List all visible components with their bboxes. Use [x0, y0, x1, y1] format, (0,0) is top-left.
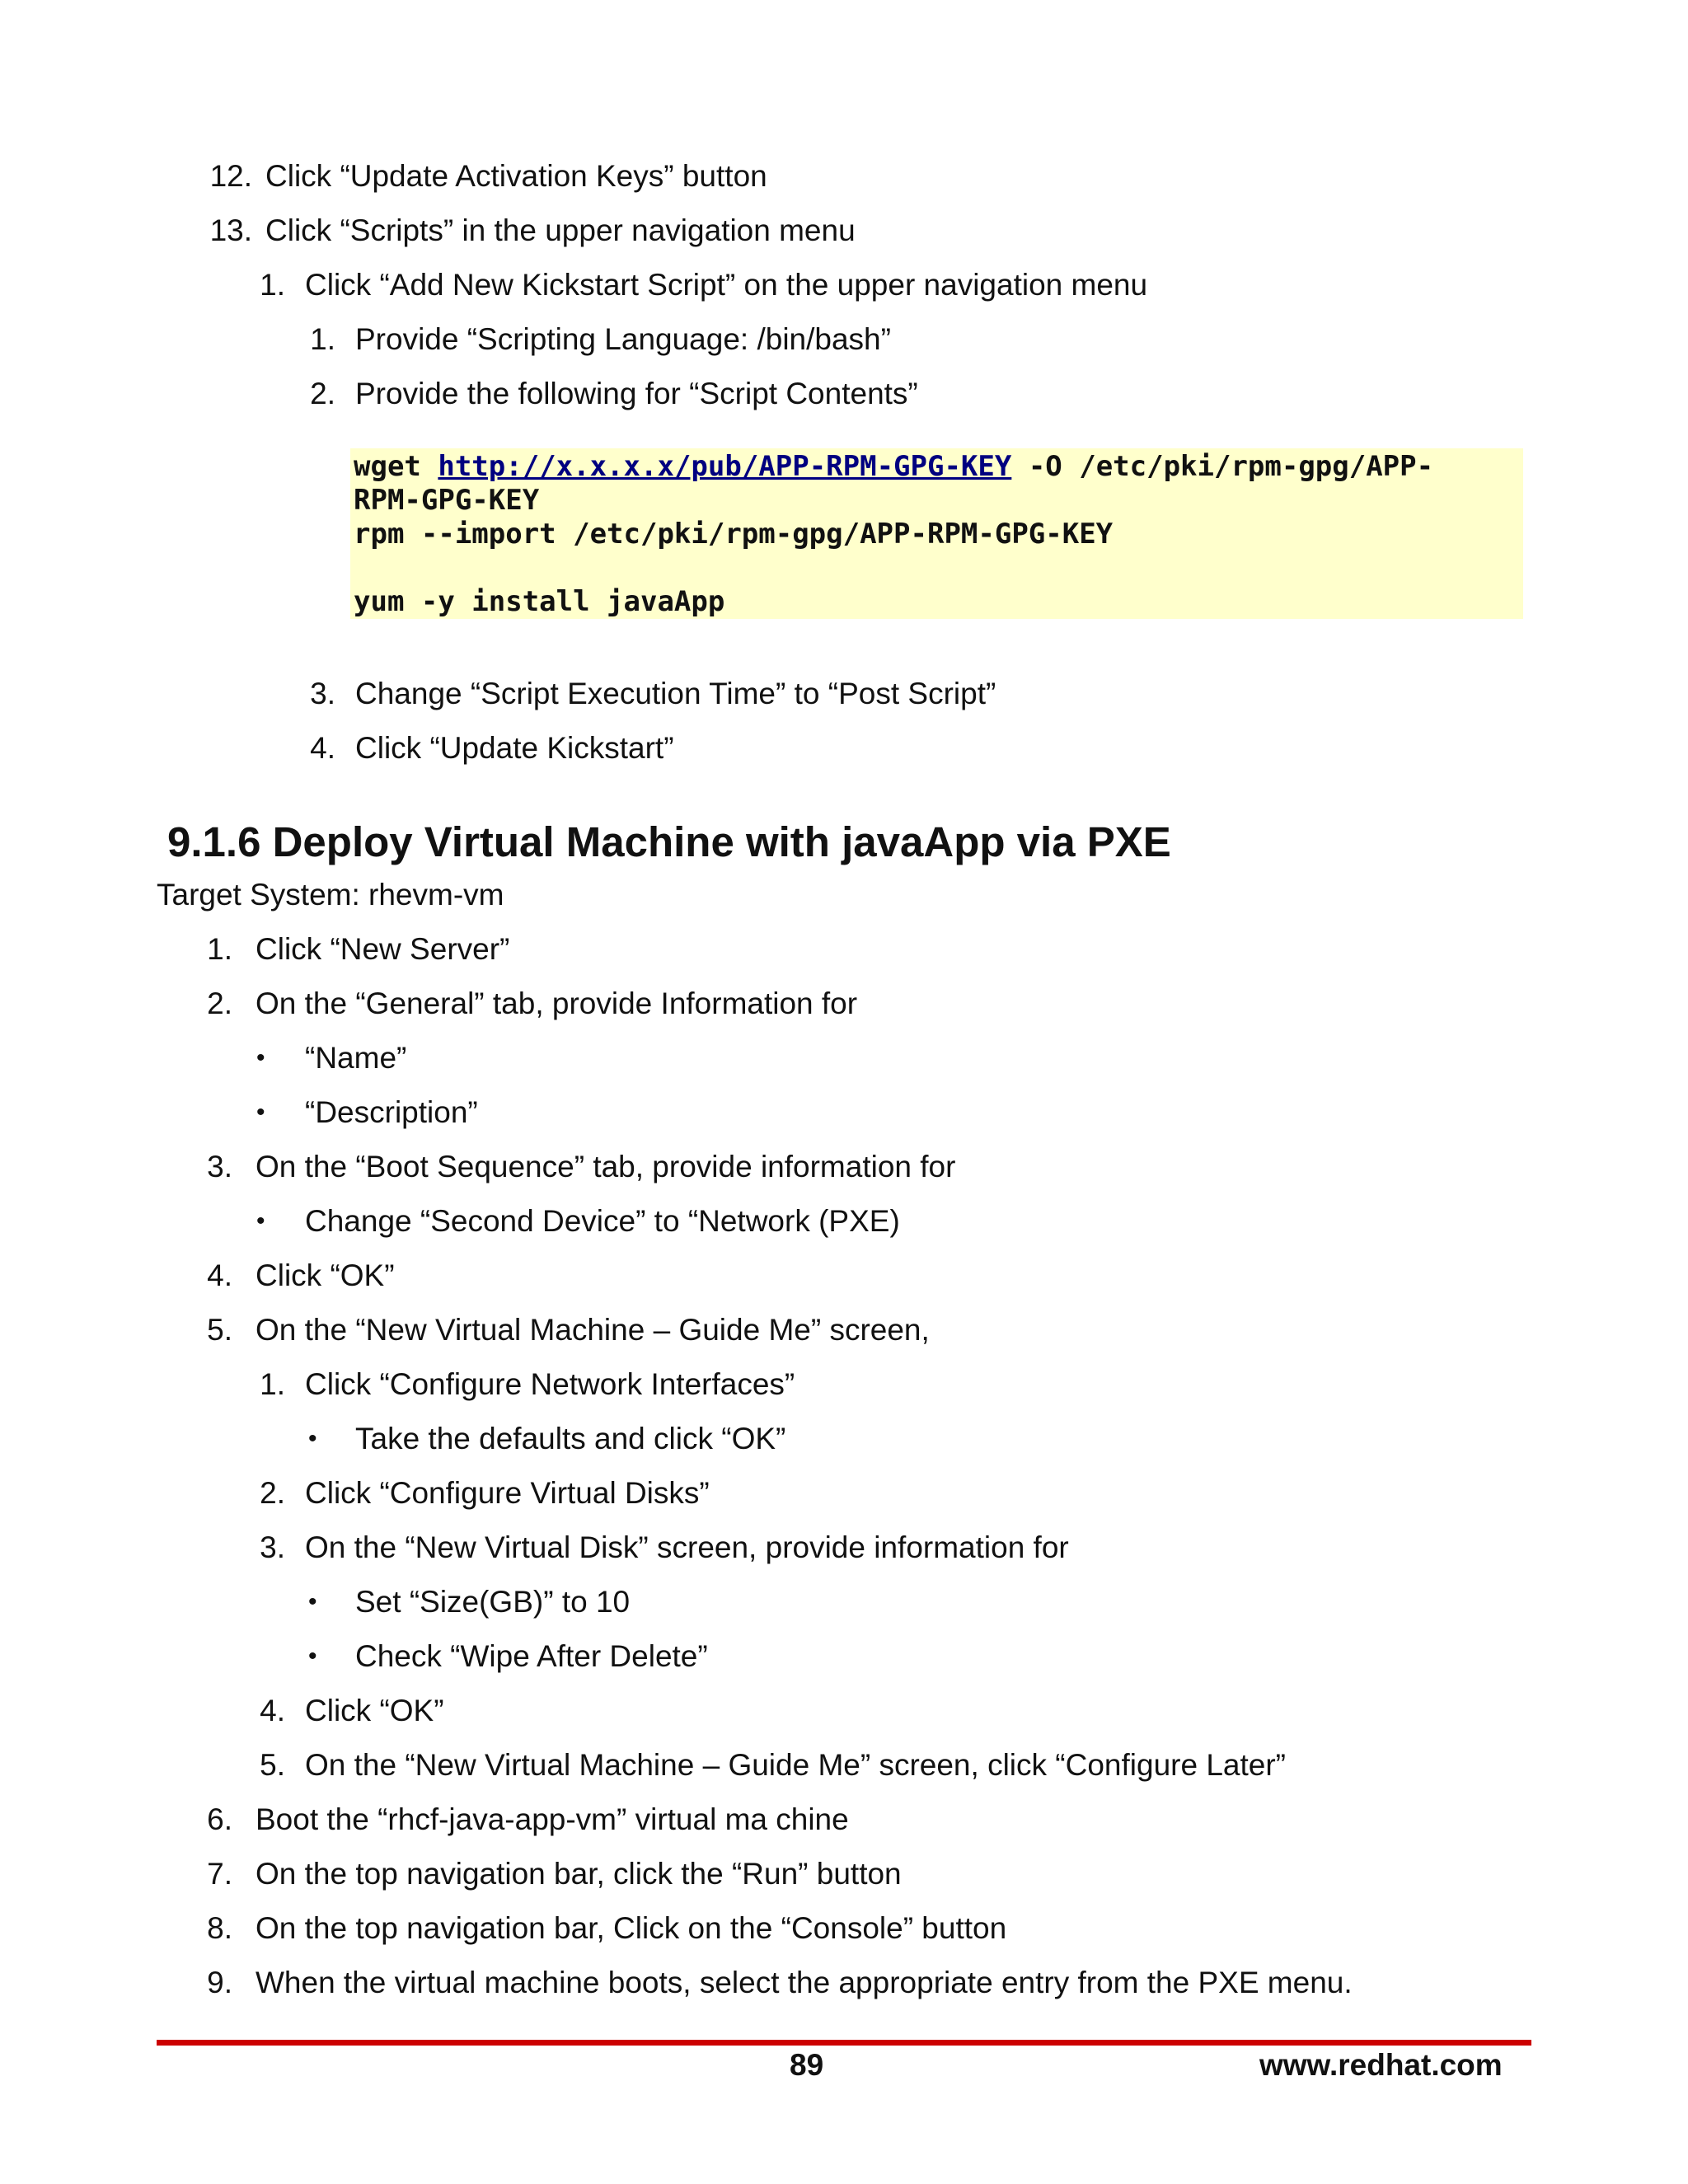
- substep-number: 2.: [310, 377, 335, 410]
- step-text: On the top navigation bar, click the “Run” button: [256, 1857, 902, 1891]
- bullet-icon: •: [308, 1425, 317, 1452]
- code-line-1: [354, 450, 1433, 484]
- substep-text: Click “Add New Kickstart Script” on the upper navigation menu: [305, 268, 1148, 302]
- substep-text: Click “OK”: [305, 1694, 444, 1727]
- substep-text: On the “New Virtual Machine – Guide Me” screen, click “Configure Later”: [305, 1748, 1286, 1782]
- substep-text: Provide the following for “Script Contents”: [355, 377, 918, 410]
- step-text: On the “Boot Sequence” tab, provide information for: [256, 1150, 956, 1183]
- substep-text: Provide “Scripting Language: /bin/bash”: [355, 322, 891, 356]
- substep-text: On the “New Virtual Disk” screen, provide information for: [305, 1530, 1069, 1564]
- section-heading: 9.1.6 Deploy Virtual Machine with javaApp via PXE: [167, 818, 1171, 865]
- bullet-text: Check “Wipe After Delete”: [355, 1639, 708, 1673]
- substep-number: 1.: [310, 322, 335, 356]
- substep-text: Click “Configure Network Interfaces”: [305, 1367, 795, 1401]
- bullet-text: Change “Second Device” to “Network (PXE): [305, 1204, 900, 1238]
- step-number: 1.: [207, 932, 232, 966]
- bullet-icon: •: [308, 1643, 317, 1670]
- bullet-text: “Name”: [305, 1041, 407, 1075]
- substep-number: 3.: [260, 1530, 285, 1564]
- page-number: 89: [790, 2048, 824, 2082]
- step-text: Click “Update Activation Keys” button: [265, 159, 767, 193]
- bullet-text: Take the defaults and click “OK”: [355, 1422, 786, 1455]
- step-number: 4.: [207, 1258, 232, 1292]
- bullet-icon: •: [308, 1588, 317, 1615]
- bullet-icon: •: [256, 1207, 265, 1235]
- step-text: On the “New Virtual Machine – Guide Me” screen,: [256, 1313, 930, 1347]
- code-line-3: rpm --import /etc/pki/rpm-gpg/APP-RPM-GPG-KEY: [354, 518, 1114, 551]
- step-number: 9.: [207, 1966, 232, 1999]
- code-line-2: RPM-GPG-KEY: [354, 484, 540, 517]
- substep-number: 1.: [260, 268, 285, 302]
- step-text: On the top navigation bar, Click on the “Console” button: [256, 1911, 1007, 1945]
- substep-number: 4.: [310, 731, 335, 765]
- substep-number: 5.: [260, 1748, 285, 1782]
- substep-number: 3.: [310, 677, 335, 710]
- step-text: Click “New Server”: [256, 932, 510, 966]
- step-number: 2.: [207, 987, 232, 1020]
- substep-number: 4.: [260, 1694, 285, 1727]
- step-text: Click “Scripts” in the upper navigation menu: [265, 213, 856, 247]
- step-text: When the virtual machine boots, select the appropriate entry from the PXE menu.: [256, 1966, 1353, 1999]
- step-number: 7.: [207, 1857, 232, 1891]
- target-system: Target System: rhevm-vm: [157, 878, 504, 912]
- step-text: Boot the “rhcf-java-app-vm” virtual ma chine: [256, 1802, 849, 1836]
- footer-website[interactable]: www.redhat.com: [1259, 2048, 1503, 2082]
- bullet-text: “Description”: [305, 1095, 478, 1129]
- substep-number: 1.: [260, 1367, 285, 1401]
- substep-text: Click “Update Kickstart”: [355, 731, 674, 765]
- step-number: 5.: [207, 1313, 232, 1347]
- code-line-4: yum -y install javaApp: [354, 585, 725, 618]
- substep-text: Click “Configure Virtual Disks”: [305, 1476, 710, 1510]
- step-number: 3.: [207, 1150, 232, 1183]
- substep-text: Change “Script Execution Time” to “Post Script”: [355, 677, 996, 710]
- step-text: On the “General” tab, provide Information for: [256, 987, 858, 1020]
- substep-number: 2.: [260, 1476, 285, 1510]
- bullet-icon: •: [256, 1044, 265, 1071]
- step-number: 12.: [209, 159, 252, 193]
- step-text: Click “OK”: [256, 1258, 395, 1292]
- footer-divider: [157, 2040, 1531, 2046]
- code-wget: wget: [354, 450, 438, 483]
- step-number: 6.: [207, 1802, 232, 1836]
- step-number: 13.: [209, 213, 252, 247]
- script-code-block: [350, 448, 1523, 619]
- bullet-icon: •: [256, 1099, 265, 1126]
- code-wget-rest: -O /etc/pki/rpm-gpg/APP-: [1011, 450, 1434, 483]
- gpg-key-link[interactable]: http://x.x.x.x/pub/APP-RPM-GPG-KEY: [438, 450, 1012, 483]
- bullet-text: Set “Size(GB)” to 10: [355, 1585, 631, 1619]
- step-number: 8.: [207, 1911, 232, 1945]
